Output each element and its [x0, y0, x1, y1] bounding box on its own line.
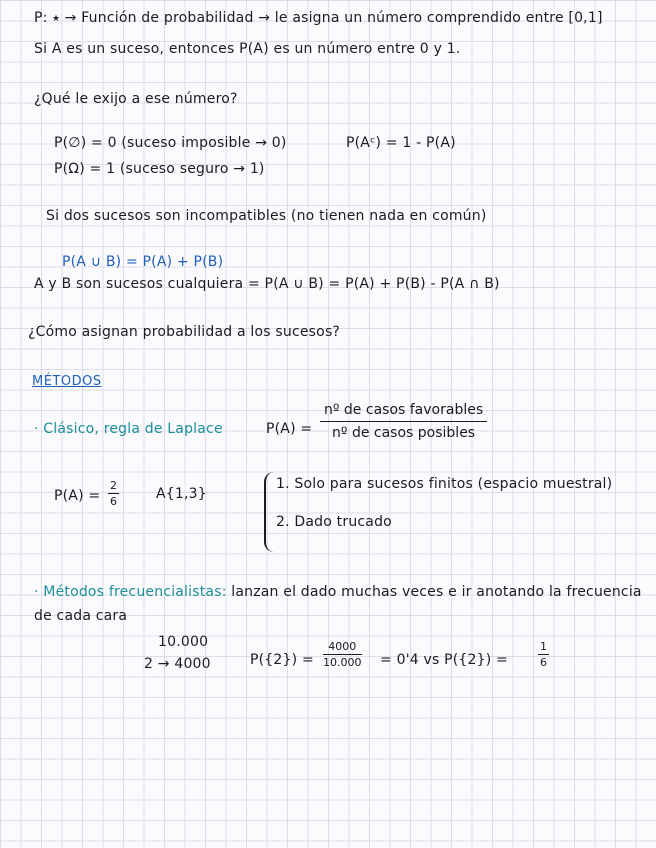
frequentist-label: · Métodos frecuencialistas:: [34, 584, 227, 600]
example-prefix: P(A) =: [54, 488, 101, 504]
example-fraction: [108, 479, 119, 508]
laplace-denominator: nº de casos posibles: [332, 425, 476, 441]
trials-count: 10.000: [158, 634, 209, 650]
frequency-denominator: 10.000: [323, 656, 362, 669]
frequency-result: = 0'4 vs P({2}) =: [380, 652, 508, 668]
methods-heading: MÉTODOS: [32, 374, 102, 389]
frequentist-line-2: de cada cara: [34, 608, 128, 624]
example-set: A{1,3}: [156, 486, 207, 502]
question-requirements: ¿Qué le exijo a ese número?: [34, 91, 238, 107]
condition-loaded-die: 2. Dado trucado: [276, 514, 392, 530]
incompatible-note: Si dos sucesos son incompatibles (no tienen nada en común): [46, 208, 487, 224]
laplace-numerator: nº de casos favorables: [320, 402, 487, 422]
theoretical-numerator: 1: [540, 640, 547, 653]
laplace-fraction: [320, 402, 487, 441]
frequency-numerator: 4000: [323, 640, 362, 655]
theoretical-fraction: [538, 640, 549, 669]
frequency-prefix: P({2}) =: [250, 652, 314, 668]
frequentist-description: lanzan el dado muchas veces e ir anotando la frecuencia: [226, 584, 642, 600]
condition-finite: 1. Solo para sucesos finitos (espacio muestral): [276, 476, 613, 492]
definition-line: P: ⭑ → Función de probabilidad → le asigna un número comprendido entre [0,1]: [34, 10, 603, 26]
union-formula: P(A ∪ B) = P(A) + P(B): [62, 254, 224, 270]
suceso-line: Si A es un suceso, entonces P(A) es un número entre 0 y 1.: [34, 41, 461, 57]
question-assignment: ¿Cómo asignan probabilidad a los sucesos?: [28, 324, 341, 340]
theoretical-denominator: 6: [540, 656, 547, 669]
general-union-formula: A y B son sucesos cualquiera = P(A ∪ B) = P(A) + P(B) - P(A ∩ B): [34, 276, 500, 292]
axiom-sure-event: P(Ω) = 1 (suceso seguro → 1): [54, 161, 265, 177]
face-two-count: 2 → 4000: [144, 656, 211, 672]
frequency-fraction: [323, 640, 362, 669]
curly-brace: [264, 472, 276, 552]
example-numerator: 2: [110, 479, 117, 492]
axiom-empty-set: P(∅) = 0 (suceso imposible → 0): [54, 135, 287, 151]
classic-method-label: · Clásico, regla de Laplace: [34, 421, 223, 437]
axiom-complement: P(Aᶜ) = 1 - P(A): [346, 135, 456, 151]
example-denominator: 6: [110, 495, 117, 508]
frequentist-line: [34, 584, 642, 600]
laplace-prefix: P(A) =: [266, 421, 313, 437]
